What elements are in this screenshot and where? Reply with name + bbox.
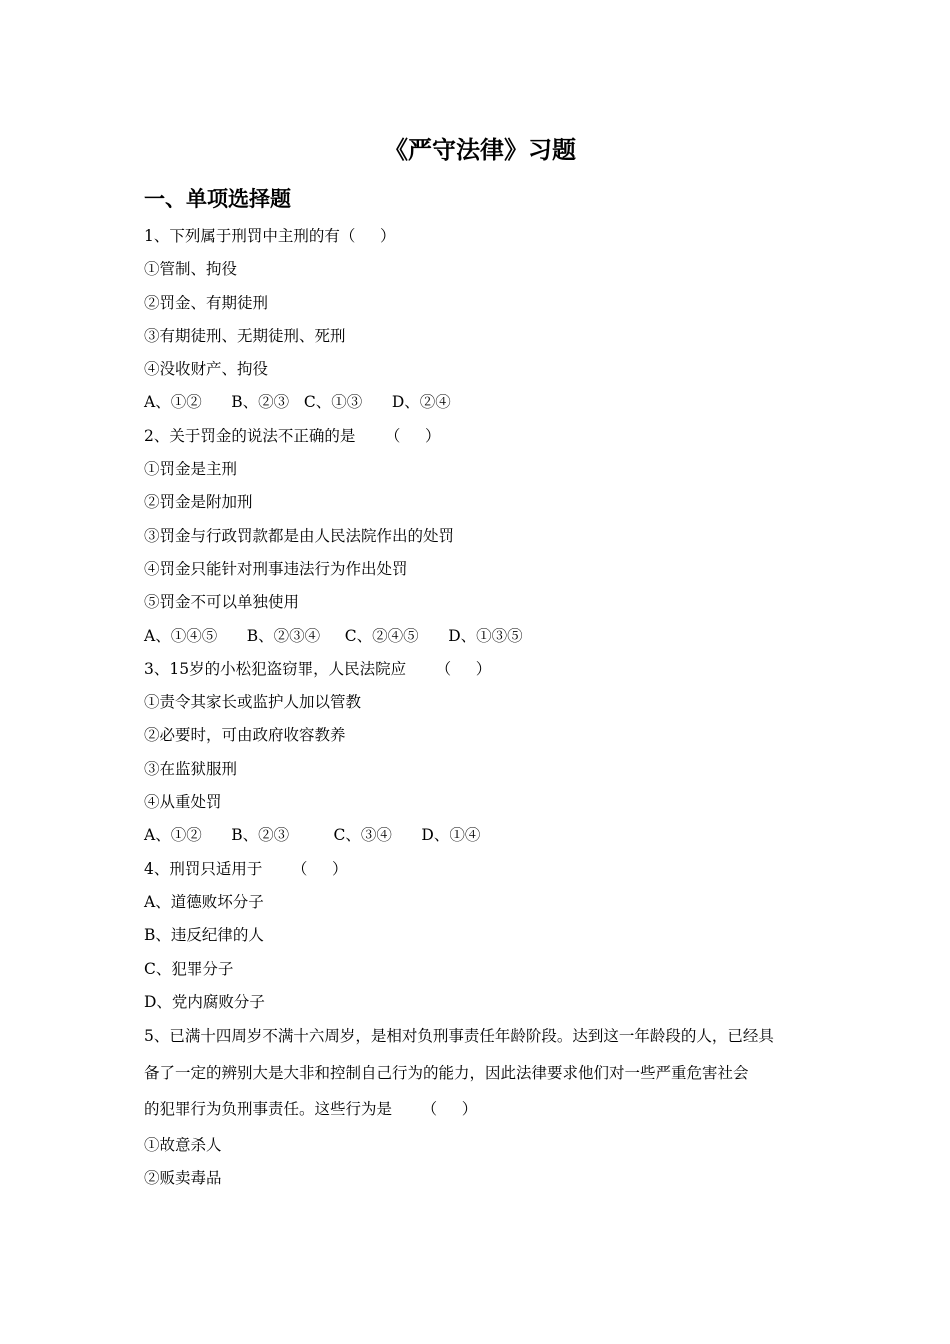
question-line: 的犯罪行为负刑事责任。这些行为是 （ ）: [144, 1100, 478, 1119]
question-line: 1、下列属于刑罚中主刑的有（ ）: [144, 227, 396, 245]
question-list: [144, 222, 824, 1197]
option-line: ④罚金只能针对刑事违法行为作出处罚: [144, 559, 408, 578]
option-line: ③有期徒刑、无期徒刑、死刑: [144, 326, 346, 345]
option-line: ⑤罚金不可以单独使用: [144, 593, 300, 612]
section-heading: 一、单项选择题: [144, 186, 291, 211]
option-line: ①罚金是主刑: [144, 460, 238, 479]
option-line: ②罚金、有期徒刑: [144, 293, 269, 312]
document-title: 《严守法律》习题: [384, 135, 576, 164]
option-line: ①责令其家长或监护人加以管教: [144, 693, 362, 712]
option-line: C、犯罪分子: [144, 959, 234, 978]
question-line: 5、已满十四周岁不满十六周岁，是相对负刑事责任年龄阶段。达到这一年龄段的人，已经具: [144, 1027, 774, 1046]
option-line: ②贩卖毒品: [144, 1168, 222, 1187]
option-line: ②必要时，可由政府收容教养: [144, 726, 346, 745]
answer-choices: A、①④⑤ B、②③④ C、②④⑤ D、①③⑤: [144, 626, 523, 645]
question-line: 4、刑罚只适用于 （ ）: [144, 859, 348, 878]
option-line: ③在监狱服刑: [144, 759, 238, 778]
option-line: ③罚金与行政罚款都是由人民法院作出的处罚: [144, 526, 455, 545]
answer-choices: A、①② B、②③ C、①③ D、②④: [144, 393, 451, 412]
option-line: D、党内腐败分子: [144, 992, 265, 1011]
option-line: ②罚金是附加刑: [144, 493, 253, 512]
question-line: 3、15岁的小松犯盗窃罪，人民法院应 （ ）: [144, 659, 492, 678]
option-line: ①管制、拘役: [144, 260, 238, 279]
answer-choices: A、①② B、②③ C、③④ D、①④: [144, 826, 481, 845]
option-line: ④没收财产、拘役: [144, 360, 269, 379]
option-line: A、道德败坏分子: [144, 892, 264, 911]
option-line: ①故意杀人: [144, 1135, 222, 1154]
question-line: 备了一定的辨别大是大非和控制自己行为的能力，因此法律要求他们对一些严重危害社会: [144, 1063, 749, 1082]
question-line: 2、关于罚金的说法不正确的是 （ ）: [144, 426, 441, 445]
option-line: ④从重处罚: [144, 793, 222, 812]
option-line: B、违反纪律的人: [144, 926, 264, 945]
